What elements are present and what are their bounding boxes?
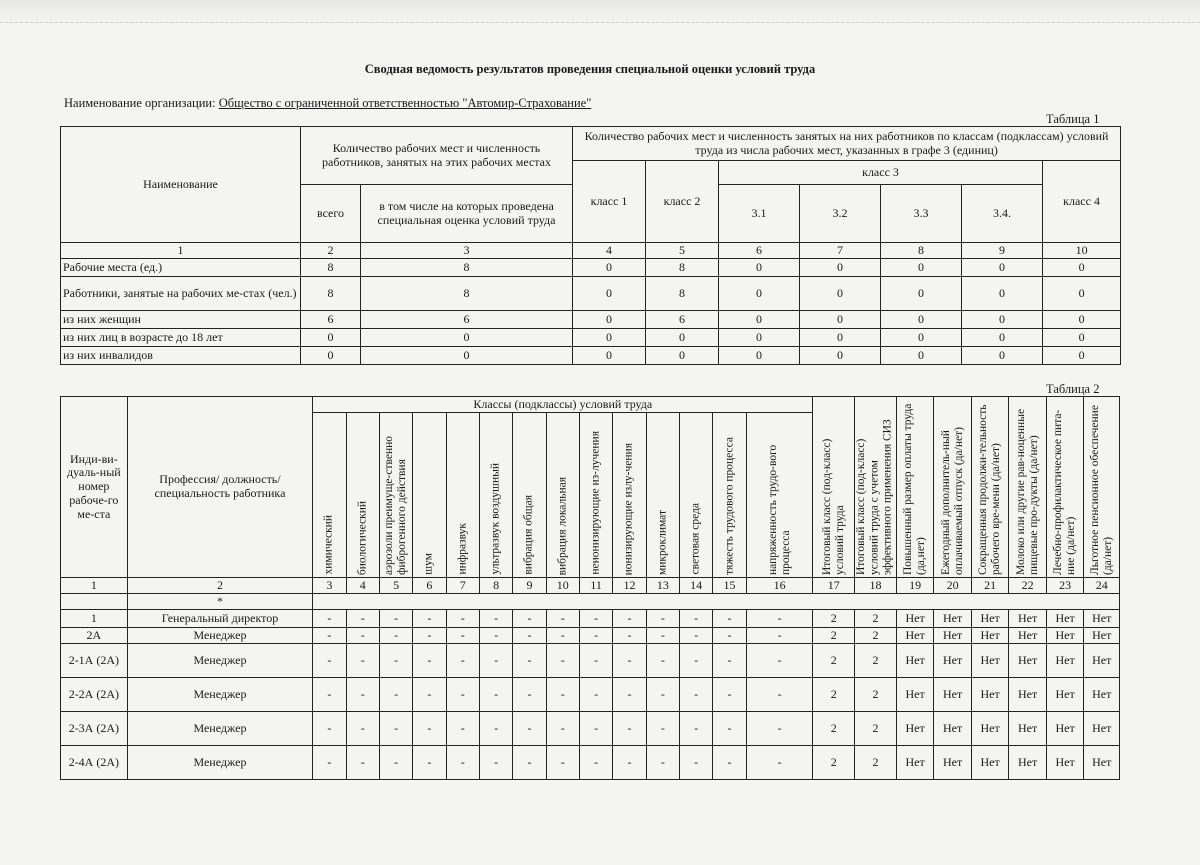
t1-row: [61, 347, 1121, 365]
t2-header-pension: Льготное пенсионное обеспечение (да/нет): [1084, 397, 1120, 578]
t1-cell: 0: [881, 277, 962, 311]
t2-factor-cell: -: [746, 746, 813, 780]
t2-workplace-id: 2-2А (2А): [61, 678, 128, 712]
t2-flag: Нет: [1084, 610, 1120, 628]
t1-cell: 8: [301, 277, 361, 311]
t2-flag: Нет: [1046, 610, 1084, 628]
t2-col-number: 24: [1084, 578, 1120, 594]
t1-cell: 0: [573, 329, 646, 347]
t2-profession: Менеджер: [127, 746, 313, 780]
t2-factor-cell: -: [379, 628, 412, 644]
t2-factor-header: химический: [313, 413, 346, 578]
t2-factor-cell: -: [713, 610, 746, 628]
t1-cell: 0: [646, 329, 719, 347]
t2-final-class: 2: [813, 678, 855, 712]
t2-col-number: 21: [971, 578, 1009, 594]
t2-factor-cell: -: [746, 628, 813, 644]
t2-factor-cell: -: [479, 628, 512, 644]
t2-factor-cell: -: [313, 678, 346, 712]
t2-flag: Нет: [1009, 610, 1047, 628]
t2-factor-cell: -: [646, 644, 679, 678]
t1-cell: 0: [962, 347, 1043, 365]
t2-header-id: Инди-ви-дуаль-ный номер рабоче-го ме-ста: [61, 397, 128, 578]
t1-cell: 0: [719, 311, 800, 329]
t1-col-number: 8: [881, 243, 962, 259]
t2-factor-cell: -: [379, 644, 412, 678]
t2-factor-cell: -: [479, 644, 512, 678]
t2-factor-cell: -: [346, 628, 379, 644]
t2-factor-cell: -: [346, 746, 379, 780]
t2-factor-header: микроклимат: [646, 413, 679, 578]
t2-factor-cell: -: [479, 610, 512, 628]
t2-factor-cell: -: [313, 746, 346, 780]
t2-col-number: 18: [855, 578, 897, 594]
t2-col-number: 22: [1009, 578, 1047, 594]
t2-factor-header: неионизирующие из-лучения: [579, 413, 612, 578]
t2-factor-cell: -: [680, 712, 713, 746]
t2-factor-cell: -: [546, 644, 579, 678]
workplace-table: [60, 396, 1120, 780]
t2-flag: Нет: [896, 644, 934, 678]
t2-col-number: 1: [61, 578, 128, 594]
t1-col-number: 7: [800, 243, 881, 259]
t2-factor-cell: -: [413, 610, 446, 628]
summary-table: [60, 126, 1121, 365]
t2-flag: Нет: [1046, 746, 1084, 780]
t1-row-name: из них женщин: [61, 311, 301, 329]
document-title: Сводная ведомость результатов проведения специальной оценки условий труда: [364, 62, 816, 76]
t2-final-class-siz: 2: [855, 644, 897, 678]
t2-final-class: 2: [813, 644, 855, 678]
t2-flag: Нет: [1084, 746, 1120, 780]
t2-flag: Нет: [934, 628, 972, 644]
t2-factor-cell: -: [546, 746, 579, 780]
t1-cell: 0: [1043, 311, 1121, 329]
t2-factor-header: ультразвук воздушный: [479, 413, 512, 578]
t1-cell: 0: [361, 347, 573, 365]
t2-factor-header: инфразвук: [446, 413, 479, 578]
t2-flag: Нет: [896, 628, 934, 644]
t2-factor-cell: -: [346, 678, 379, 712]
t2-factor-cell: -: [546, 610, 579, 628]
t2-row: [61, 712, 1120, 746]
organization-name: Общество с ограниченной ответственностью "Автомир-Страхование": [218, 96, 592, 110]
t1-cell: 0: [646, 347, 719, 365]
t1-row: [61, 259, 1121, 277]
t2-factor-cell: -: [713, 678, 746, 712]
t1-header-class4: класс 4: [1043, 161, 1121, 243]
t2-profession: Менеджер: [127, 628, 313, 644]
t2-col-number: 15: [713, 578, 746, 594]
t2-factor-cell: -: [579, 610, 612, 628]
t2-final-class-siz: 2: [855, 678, 897, 712]
t1-col-number: 5: [646, 243, 719, 259]
t2-col-number: 13: [646, 578, 679, 594]
t2-factor-header: вибрация локальная: [546, 413, 579, 578]
t1-column-numbers: [61, 243, 1121, 259]
t2-factor-cell: -: [746, 644, 813, 678]
t1-cell: 0: [573, 259, 646, 277]
t2-factor-cell: -: [379, 610, 412, 628]
t2-factor-cell: -: [680, 628, 713, 644]
t1-cell: 0: [1043, 329, 1121, 347]
t2-header-nutrition: Лечебно-профилактическое пита-ние (да/нет): [1046, 397, 1084, 578]
t1-cell: 0: [962, 329, 1043, 347]
t2-factor-cell: -: [346, 610, 379, 628]
t1-row-name: из них лиц в возрасте до 18 лет: [61, 329, 301, 347]
t2-factor-cell: -: [613, 712, 646, 746]
t2-factor-cell: -: [613, 644, 646, 678]
scan-edge: [0, 0, 1200, 23]
t1-cell: 0: [719, 277, 800, 311]
t1-cell: 6: [646, 311, 719, 329]
t1-cell: 0: [719, 259, 800, 277]
t1-cell: 0: [573, 347, 646, 365]
t2-col-number: 6: [413, 578, 446, 594]
t2-flag: Нет: [934, 712, 972, 746]
t2-flag: Нет: [1046, 628, 1084, 644]
t2-factor-cell: -: [646, 678, 679, 712]
t1-cell: 0: [301, 347, 361, 365]
t2-factor-cell: -: [446, 610, 479, 628]
t2-factor-cell: -: [379, 678, 412, 712]
t2-workplace-id: 2-3А (2А): [61, 712, 128, 746]
t2-header-final-class-siz: Итоговый класс (под-класс) условий труда с учетом эффективного применения СИЗ: [855, 397, 897, 578]
t1-row-name: Работники, занятые на рабочих ме-стах (чел.): [61, 277, 301, 311]
t2-flag: Нет: [971, 746, 1009, 780]
t2-factor-cell: -: [313, 644, 346, 678]
t1-cell: 0: [800, 329, 881, 347]
t2-factor-cell: -: [579, 678, 612, 712]
t1-col-number: 9: [962, 243, 1043, 259]
t2-factor-cell: -: [446, 644, 479, 678]
t2-factor-cell: -: [680, 644, 713, 678]
t2-factor-cell: -: [313, 712, 346, 746]
t1-header-total: всего: [301, 185, 361, 243]
t2-final-class: 2: [813, 746, 855, 780]
t2-factor-cell: -: [713, 644, 746, 678]
t2-factor-cell: -: [346, 712, 379, 746]
t2-flag: Нет: [1009, 644, 1047, 678]
t2-flag: Нет: [1084, 628, 1120, 644]
t1-row: [61, 311, 1121, 329]
t1-cell: 0: [719, 347, 800, 365]
t2-factor-cell: -: [413, 712, 446, 746]
t2-factor-cell: -: [713, 628, 746, 644]
t1-header-sub: 3.1: [719, 185, 800, 243]
t2-flag: Нет: [971, 628, 1009, 644]
t2-workplace-id: 2-4А (2А): [61, 746, 128, 780]
t1-cell: 0: [361, 329, 573, 347]
t1-cell: 0: [881, 311, 962, 329]
t1-cell: 0: [881, 259, 962, 277]
t2-header-profession: Профессия/ должность/ специальность работника: [127, 397, 313, 578]
t2-factor-cell: -: [446, 678, 479, 712]
t2-factor-cell: -: [413, 644, 446, 678]
t1-cell: 8: [361, 277, 573, 311]
t1-cell: 0: [573, 311, 646, 329]
t2-flag: Нет: [896, 610, 934, 628]
t2-flag: Нет: [971, 712, 1009, 746]
t2-factor-cell: -: [546, 712, 579, 746]
t1-row-name: из них инвалидов: [61, 347, 301, 365]
t2-header-milk: Молоко или другие рав-ноценные пищевые про-дукты (да/нет): [1009, 397, 1047, 578]
t2-factor-cell: -: [413, 678, 446, 712]
t2-profession: Менеджер: [127, 712, 313, 746]
t2-factor-cell: -: [346, 644, 379, 678]
t1-header-count: Количество рабочих мест и численность работников, занятых на этих рабочих местах: [301, 127, 573, 185]
t1-header-sub: 3.4.: [962, 185, 1043, 243]
t1-header-sub: 3.2: [800, 185, 881, 243]
t2-col-number: 7: [446, 578, 479, 594]
t1-cell: 6: [361, 311, 573, 329]
t1-header-sub: 3.3: [881, 185, 962, 243]
t2-factor-cell: -: [646, 628, 679, 644]
t2-flag: Нет: [1046, 712, 1084, 746]
t2-row: [61, 628, 1120, 644]
t2-flag: Нет: [934, 678, 972, 712]
t2-factor-cell: -: [579, 644, 612, 678]
t2-factor-cell: -: [680, 746, 713, 780]
t2-flag: Нет: [971, 610, 1009, 628]
t2-col-number: 3: [313, 578, 346, 594]
t2-factor-cell: -: [680, 610, 713, 628]
t2-row: [61, 678, 1120, 712]
t2-factor-header: биологический: [346, 413, 379, 578]
t1-cell: 8: [301, 259, 361, 277]
t2-factor-cell: -: [513, 628, 546, 644]
t2-header-classes: Классы (подклассы) условий труда: [313, 397, 813, 413]
t2-factor-cell: -: [713, 746, 746, 780]
t2-col-number: 8: [479, 578, 512, 594]
t1-cell: 0: [962, 259, 1043, 277]
t2-header-leave: Ежегодный дополнитель-ный оплачиваемый отпуск (да/нет): [934, 397, 972, 578]
t2-factor-cell: -: [579, 746, 612, 780]
t2-workplace-id: 1: [61, 610, 128, 628]
t2-factor-header: аэрозоли преимуще-ственно фиброгенного действия: [379, 413, 412, 578]
t2-factor-cell: -: [546, 678, 579, 712]
t2-flag: Нет: [1009, 746, 1047, 780]
t2-flag: Нет: [1046, 678, 1084, 712]
t2-factor-cell: -: [613, 610, 646, 628]
t1-cell: 0: [881, 347, 962, 365]
t2-header-pay: Повышенный размер оплаты труда (да,нет): [896, 397, 934, 578]
t2-flag: Нет: [896, 712, 934, 746]
t2-factor-cell: -: [579, 628, 612, 644]
t2-factor-cell: -: [579, 712, 612, 746]
t1-col-number: 1: [61, 243, 301, 259]
t1-cell: 0: [573, 277, 646, 311]
t2-final-class-siz: 2: [855, 610, 897, 628]
t2-col-number: 5: [379, 578, 412, 594]
t2-factor-cell: -: [413, 746, 446, 780]
t1-col-number: 4: [573, 243, 646, 259]
t2-row: [61, 746, 1120, 780]
t2-final-class-siz: 2: [855, 628, 897, 644]
t2-workplace-id: 2-1А (2А): [61, 644, 128, 678]
t2-header-hours: Сокращенная продолжи-тельность рабочего вре-мени (да/нет): [971, 397, 1009, 578]
t2-factor-cell: -: [513, 610, 546, 628]
t1-cell: 0: [881, 329, 962, 347]
t1-cell: 0: [800, 259, 881, 277]
t2-flag: Нет: [934, 644, 972, 678]
t2-factor-cell: -: [613, 678, 646, 712]
t2-final-class: 2: [813, 610, 855, 628]
t1-cell: 0: [1043, 259, 1121, 277]
t2-final-class-siz: 2: [855, 746, 897, 780]
t2-factor-cell: -: [613, 746, 646, 780]
t2-factor-cell: -: [479, 678, 512, 712]
t2-col-number: 17: [813, 578, 855, 594]
t2-body: [61, 610, 1120, 780]
t2-factor-cell: -: [446, 746, 479, 780]
t2-factor-cell: -: [479, 712, 512, 746]
t1-cell: 0: [800, 277, 881, 311]
t1-cell: 0: [800, 311, 881, 329]
t2-factor-header: световая среда: [680, 413, 713, 578]
t2-factor-cell: -: [613, 628, 646, 644]
t2-factor-cell: -: [746, 610, 813, 628]
t2-factor-cell: -: [446, 628, 479, 644]
t2-profession: Менеджер: [127, 644, 313, 678]
t1-header-class3: класс 3: [719, 161, 1043, 185]
t2-factor-cell: -: [513, 678, 546, 712]
t2-flag: Нет: [971, 644, 1009, 678]
t2-star: *: [127, 594, 313, 610]
t1-col-number: 6: [719, 243, 800, 259]
t1-cell: 0: [301, 329, 361, 347]
t2-col-number: 12: [613, 578, 646, 594]
t2-workplace-id: 2А: [61, 628, 128, 644]
t2-factor-cell: -: [513, 712, 546, 746]
t1-col-number: 2: [301, 243, 361, 259]
t2-factor-header: вибрация общая: [513, 413, 546, 578]
t2-flag: Нет: [1084, 712, 1120, 746]
t2-flag: Нет: [1009, 628, 1047, 644]
t1-header-class2: класс 2: [646, 161, 719, 243]
t2-factor-cell: -: [379, 712, 412, 746]
t2-final-class: 2: [813, 712, 855, 746]
t2-flag: Нет: [896, 746, 934, 780]
t2-factor-header: напряженность трудо-вого процесса: [746, 413, 813, 578]
t2-factor-cell: -: [746, 712, 813, 746]
t2-col-number: 14: [680, 578, 713, 594]
t2-col-number: 2: [127, 578, 313, 594]
t2-col-number: 16: [746, 578, 813, 594]
t1-header-assessed: в том числе на которых проведена специальная оценка условий труда: [361, 185, 573, 243]
t2-final-class: 2: [813, 628, 855, 644]
t2-col-number: 4: [346, 578, 379, 594]
t2-final-class-siz: 2: [855, 712, 897, 746]
t2-factor-cell: -: [313, 628, 346, 644]
t1-cell: 0: [962, 311, 1043, 329]
t2-profession: Менеджер: [127, 678, 313, 712]
t2-star-row: [61, 594, 1120, 610]
t2-factor-cell: -: [513, 746, 546, 780]
t2-flag: Нет: [1046, 644, 1084, 678]
t1-col-number: 3: [361, 243, 573, 259]
t1-cell: 0: [719, 329, 800, 347]
t2-factor-header: ионизирующие излу-чения: [613, 413, 646, 578]
t2-factor-cell: -: [713, 712, 746, 746]
t2-factor-cell: -: [646, 746, 679, 780]
t2-flag: Нет: [934, 610, 972, 628]
t2-factor-cell: -: [513, 644, 546, 678]
t2-flag: Нет: [1009, 712, 1047, 746]
t1-cell: 8: [361, 259, 573, 277]
t2-factor-cell: -: [646, 712, 679, 746]
t2-factor-cell: -: [313, 610, 346, 628]
t2-profession: Генеральный директор: [127, 610, 313, 628]
t2-factor-header: шум: [413, 413, 446, 578]
t1-row: [61, 277, 1121, 311]
t2-factor-cell: -: [479, 746, 512, 780]
t2-factor-cell: -: [646, 610, 679, 628]
t2-flag: Нет: [1084, 678, 1120, 712]
t2-flag: Нет: [934, 746, 972, 780]
t2-factor-cell: -: [746, 678, 813, 712]
t1-body: [61, 259, 1121, 365]
t2-flag: Нет: [1084, 644, 1120, 678]
t2-header-final-class: Итоговый класс (под-класс) условий труда: [813, 397, 855, 578]
t1-header-class1: класс 1: [573, 161, 646, 243]
t1-cell: 0: [962, 277, 1043, 311]
t1-cell: 6: [301, 311, 361, 329]
t1-header-name: Наименование: [61, 127, 301, 243]
t2-col-number: 10: [546, 578, 579, 594]
t2-col-number: 19: [896, 578, 934, 594]
t2-col-number: 11: [579, 578, 612, 594]
t2-flag: Нет: [1009, 678, 1047, 712]
t1-cell: 0: [1043, 347, 1121, 365]
table2-caption: Таблица 2: [1046, 382, 1100, 396]
organization-line: [64, 96, 591, 111]
table1-caption: Таблица 1: [1046, 112, 1100, 126]
t2-factor-cell: -: [413, 628, 446, 644]
t2-column-numbers: [61, 578, 1120, 594]
t1-cell: 8: [646, 259, 719, 277]
t2-row: [61, 610, 1120, 628]
t2-factor-header: тяжесть трудового процесса: [713, 413, 746, 578]
t1-cell: 0: [1043, 277, 1121, 311]
t2-col-number: 23: [1046, 578, 1084, 594]
t2-flag: Нет: [971, 678, 1009, 712]
t2-flag: Нет: [896, 678, 934, 712]
t2-factor-cell: -: [680, 678, 713, 712]
t1-header-by-class: Количество рабочих мест и численность занятых на них работников по классам (подклассам) условий труда из числа рабочих мест, указанных в графе 3 (единиц): [573, 127, 1121, 161]
t1-cell: 0: [800, 347, 881, 365]
t2-col-number: 9: [513, 578, 546, 594]
t2-factor-cell: -: [546, 628, 579, 644]
t1-row-name: Рабочие места (ед.): [61, 259, 301, 277]
t2-col-number: 20: [934, 578, 972, 594]
t1-cell: 8: [646, 277, 719, 311]
t2-factor-cell: -: [446, 712, 479, 746]
t1-col-number: 10: [1043, 243, 1121, 259]
t1-row: [61, 329, 1121, 347]
t2-row: [61, 644, 1120, 678]
organization-label: Наименование организации:: [64, 96, 216, 110]
t2-factor-cell: -: [379, 746, 412, 780]
